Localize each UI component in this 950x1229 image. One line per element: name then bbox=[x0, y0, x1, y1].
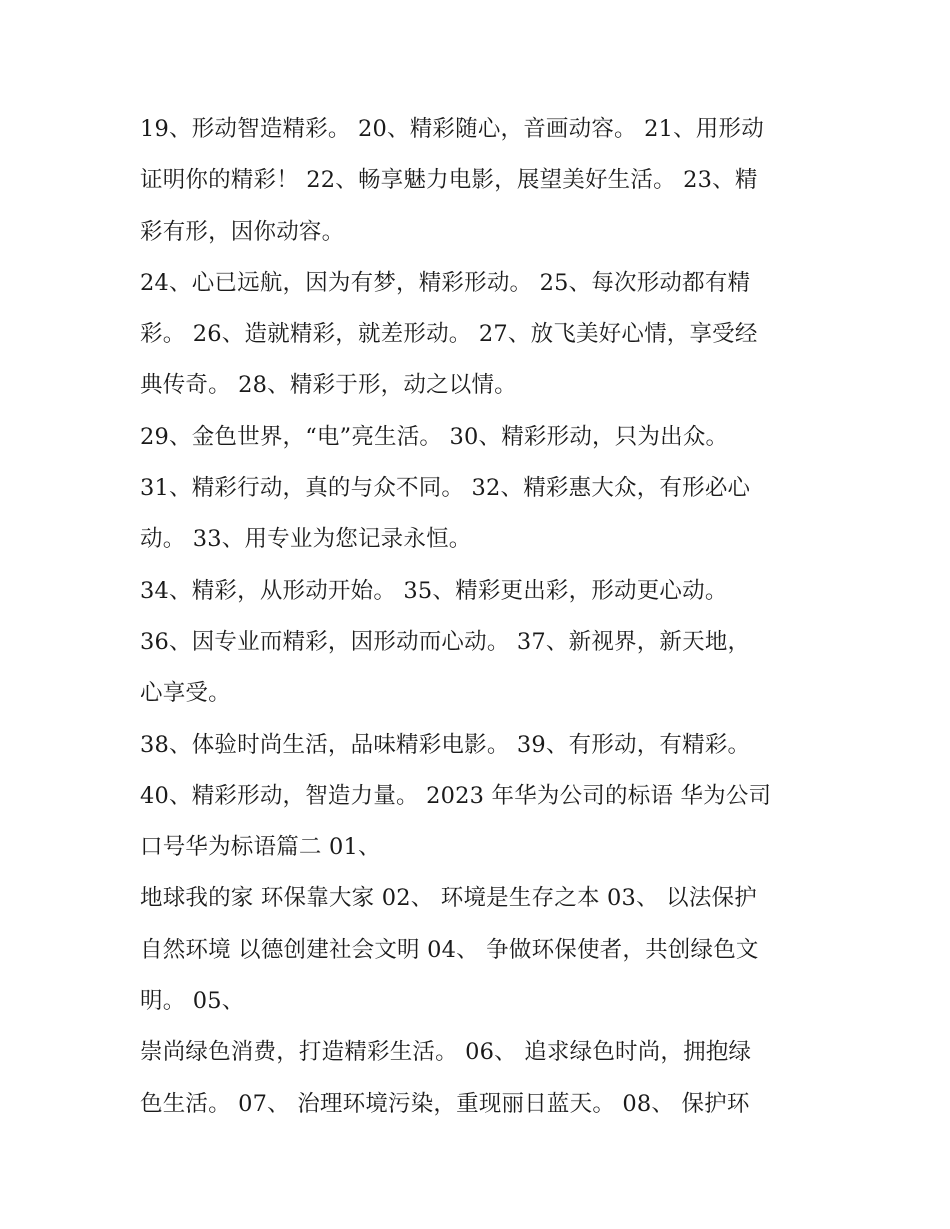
text-line: 40、精彩形动，智造力量。 2023 年华为公司的标语 华为公司 bbox=[140, 782, 772, 809]
text-line: 31、精彩行动，真的与众不同。 32、精彩惠大众，有形必心 bbox=[140, 475, 751, 502]
document-body bbox=[140, 104, 820, 1130]
text-line: 自然环境 以德创建社会文明 04、 争做环保使者，共创绿色文 bbox=[140, 936, 759, 963]
text-line: 口号华为标语篇二 01、 bbox=[140, 834, 381, 861]
text-line: 崇尚绿色消费，打造精彩生活。 06、 追求绿色时尚，拥抱绿 bbox=[140, 1039, 752, 1066]
text-line: 24、心已远航，因为有梦，精彩形动。 25、每次形动都有精 bbox=[140, 269, 751, 296]
text-line: 29、金色世界，“电”亮生活。 30、精彩形动，只为出众。 bbox=[140, 423, 729, 450]
text-line: 19、形动智造精彩。 20、精彩随心，音画动容。 21、用形动 bbox=[140, 116, 764, 142]
text-line: 心享受。 bbox=[140, 680, 231, 707]
text-line: 地球我的家 环保靠大家 02、 环境是生存之本 03、 以法保护 bbox=[140, 885, 757, 912]
text-line: 典传奇。 28、精彩于形，动之以情。 bbox=[140, 372, 517, 399]
text-line: 36、因专业而精彩，因形动而心动。 37、新视界，新天地， bbox=[140, 628, 751, 655]
text-line: 34、精彩，从形动开始。 35、精彩更出彩，形动更心动。 bbox=[140, 577, 728, 604]
text-line: 明。 05、 bbox=[140, 988, 245, 1015]
text-line: 色生活。 07、 治理环境污染，重现丽日蓝天。 08、 保护环 bbox=[140, 1090, 750, 1117]
text-line: 38、体验时尚生活，品味精彩电影。 39、有形动，有精彩。 bbox=[140, 731, 751, 758]
text-line: 彩。 26、造就精彩，就差形动。 27、放飞美好心情，享受经 bbox=[140, 321, 758, 348]
text-line: 彩有形，因你动容。 bbox=[140, 218, 345, 245]
text-line: 证明你的精彩！ 22、畅享魅力电影，展望美好生活。 23、精 bbox=[140, 167, 758, 194]
text-line: 动。 33、用专业为您记录永恒。 bbox=[140, 526, 472, 553]
